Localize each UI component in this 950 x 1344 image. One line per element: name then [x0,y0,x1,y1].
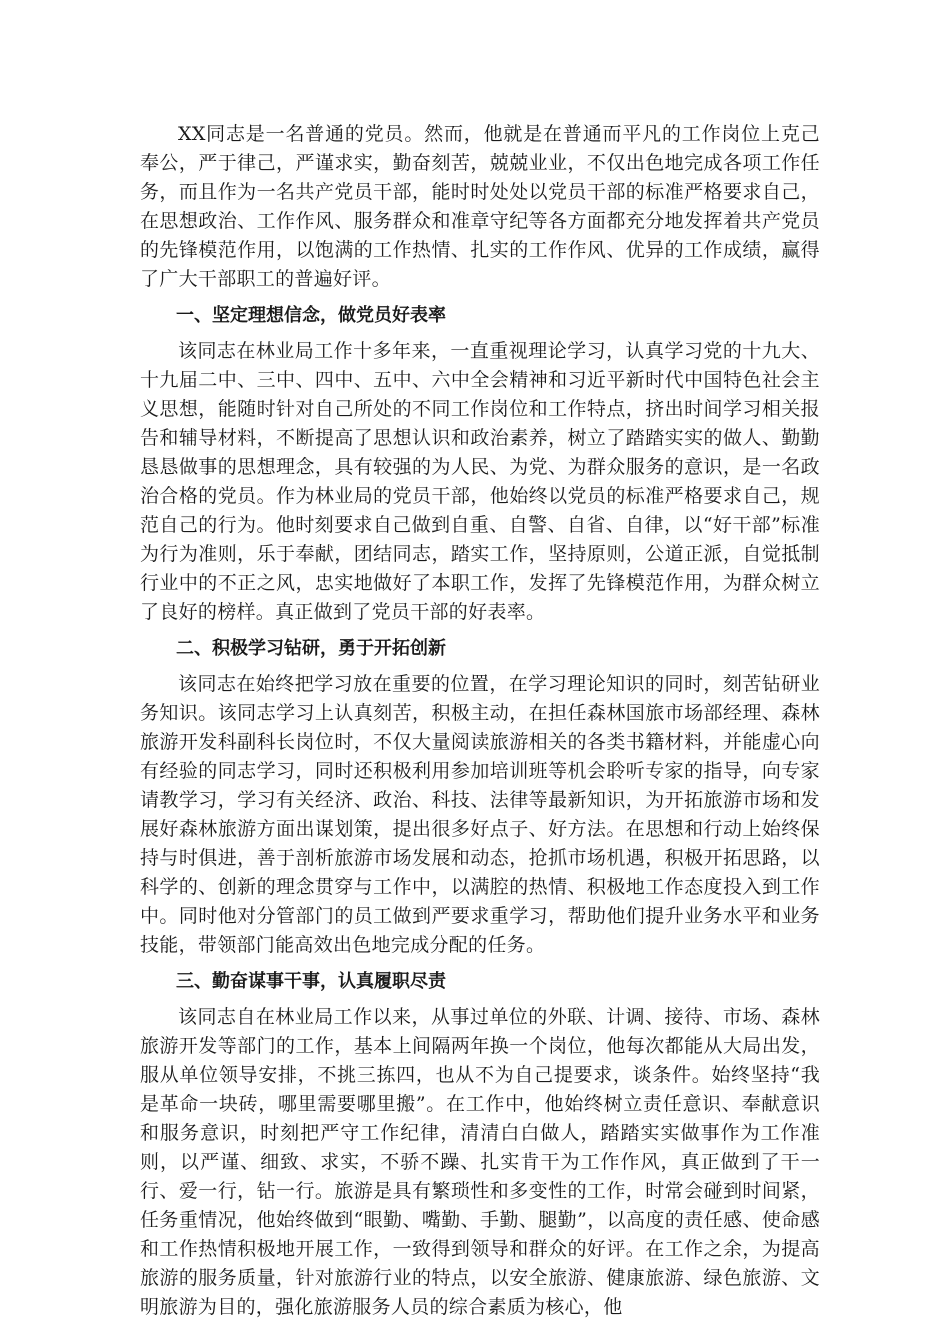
section-heading-2: 二、积极学习钻研，勇于开拓创新 [176,638,446,659]
section-body-1: 该同志在林业局工作十多年来，一直重视理论学习，认真学习党的十九大、十九届二中、三中、四中、五中、六中全会精神和习近平新时代中国特色社会主义思想，能随时针对自己所处的不同工作岗位和工作特点，挤出时间学习相关报告和辅导材料，不断提高了思想认识和政治素养，树立了踏踏实实的做人、勤勤恳恳做事的思想理念，具有较强的为人民、为党、为群众服务的意识，是一名政治合格的党员。作为林业局的党员干部，他始终以党员的标准严格要求自己，规范自己的行为。他时刻要求自己做到自重、自警、自省、自律，以“好干部”标准为行为准则，乐于奉献，团结同志，踏实工作，坚持原则，公道正派，自觉抵制行业中的不正之风，忠实地做好了本职工作，发挥了先锋模范作用，为群众树立了良好的榜样。真正做到了党员干部的好表率。 [140,340,820,623]
intro-paragraph: XX同志是一名普通的党员。然而，他就是在普通而平凡的工作岗位上克己奉公，严于律己，严谨求实，勤奋刻苦，兢兢业业，不仅出色地完成各项工作任务，而且作为一名共产党员干部，能时时处处以党员干部的标准严格要求自己，在思想政治、工作作风、服务群众和准章守纪等各方面都充分地发挥着共产党员的先锋模范作用，以饱满的工作热情、扎实的工作作风、优异的工作成绩，赢得了广大干部职工的普遍好评。 [140,123,820,290]
section-heading-1: 一、坚定理想信念，做党员好表率 [176,305,446,326]
section-heading-3: 三、勤奋谋事干事，认真履职尽责 [176,971,446,992]
section-body-2: 该同志在始终把学习放在重要的位置，在学习理论知识的同时，刻苦钻研业务知识。该同志学习上认真刻苦，积极主动，在担任森林国旅市场部经理、森林旅游开发科副科长岗位时，不仅大量阅读旅游相关的各类书籍材料，并能虚心向有经验的同志学习，同时还积极利用参加培训班等机会聆听专家的指导，向专家请教学习，学习有关经济、政治、科技、法律等最新知识，为开拓旅游市场和发展好森林旅游方面出谋划策，提出很多好点子、好方法。在思想和行动上始终保持与时俱进，善于剖析旅游市场发展和动态，抢抓市场机遇，积极开拓思路，以科学的、创新的理念贯穿与工作中，以满腔的热情、积极地工作态度投入到工作中。同时他对分管部门的员工做到严要求重学习，帮助他们提升业务水平和业务技能，带领部门能高效出色地完成分配的任务。 [140,673,820,956]
section-body-3: 该同志自在林业局工作以来，从事过单位的外联、计调、接待、市场、森林旅游开发等部门的工作，基本上间隔两年换一个岗位，他每次都能从大局出发，服从单位领导安排，不挑三拣四，也从不为自己提要求，谈条件。始终坚持“我是革命一块砖，哪里需要哪里搬”。在工作中，他始终树立责任意识、奉献意识和服务意识，时刻把严守工作纪律，清清白白做人，踏踏实实做事作为工作准则，以严谨、细致、求实，不骄不躁、扎实肯干为工作作风，真正做到了干一行、爱一行，钻一行。旅游是具有繁琐性和多变性的工作，时常会碰到时间紧，任务重情况，他始终做到“眼勤、嘴勤、手勤、腿勤”，以高度的责任感、使命感和工作热情积极地开展工作，一致得到领导和群众的好评。在工作之余，为提高旅游的服务质量，针对旅游行业的特点，以安全旅游、健康旅游、绿色旅游、文明旅游为目的，强化旅游服务人员的综合素质为核心，他 [140,1006,820,1318]
document-page [140,120,820,1329]
